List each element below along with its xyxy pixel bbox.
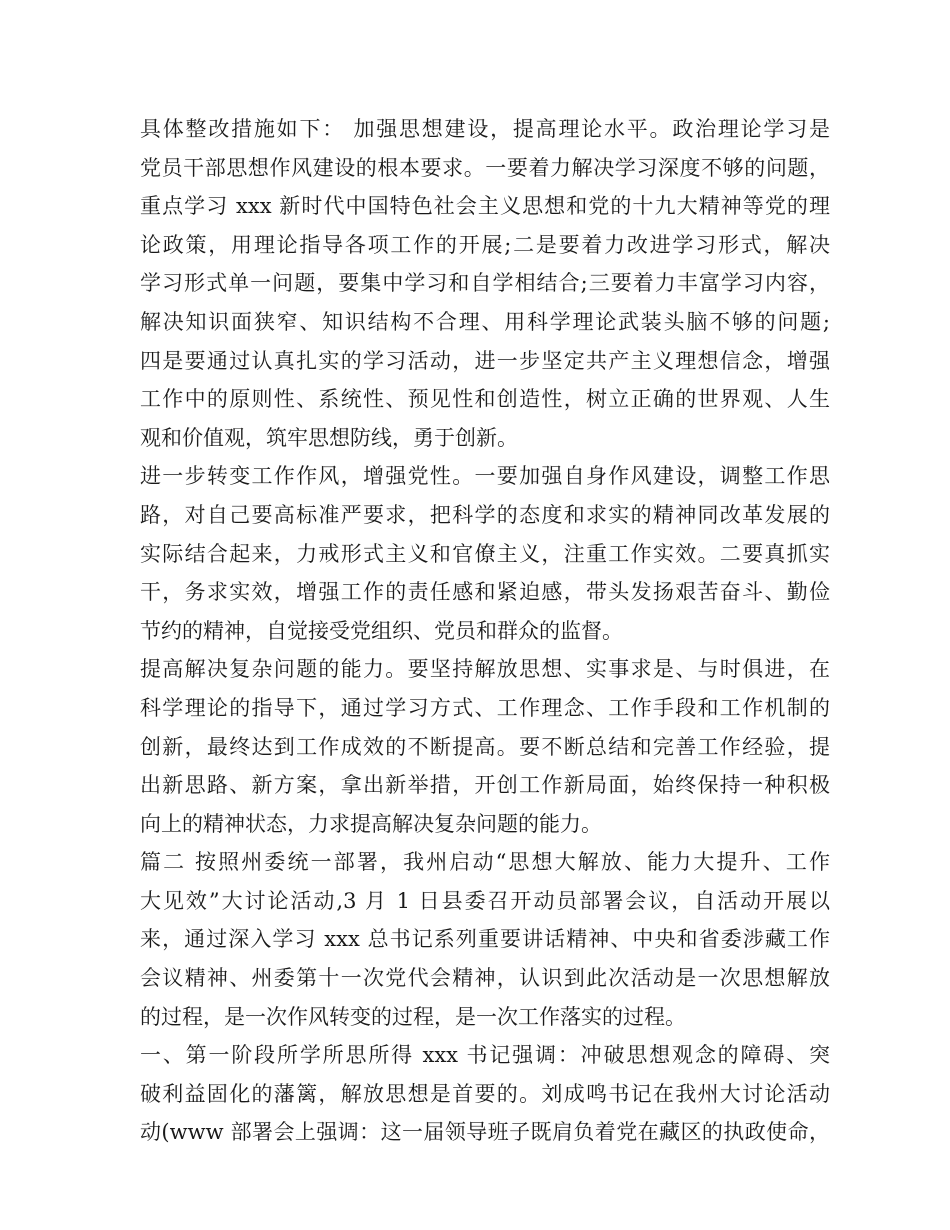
text-line: 路，对自己要高标准严要求，把科学的态度和求实的精神同改革发展的 xyxy=(140,502,830,527)
text-line: 创新，最终达到工作成效的不断提高。要不断总结和完善工作经验，提 xyxy=(140,734,830,759)
text-line: 向上的精神状态，力求提高解决复杂问题的能力。 xyxy=(140,811,602,836)
text-line: 的过程，是一次作风转变的过程，是一次工作落实的过程。 xyxy=(140,1004,686,1029)
text-line: 出新思路、新方案，拿出新举措，开创工作新局面，始终保持一种积极 xyxy=(140,773,830,798)
text-line: 观和价值观，筑牢思想防线，勇于创新。 xyxy=(140,425,518,450)
text-line: 四是要通过认真扎实的学习活动，进一步坚定共产主义理想信念，增强 xyxy=(140,348,830,373)
text-line: 工作中的原则性、系统性、预见性和创造性，树立正确的世界观、人生 xyxy=(140,387,830,412)
text-line: 破利益固化的藩篱，解放思想是首要的。刘成鸣书记在我州大讨论活动 xyxy=(140,1081,830,1106)
text-line: 动(www 部署会上强调：这一届领导班子既肩负着党在藏区的执政使命， xyxy=(140,1120,830,1145)
text-line: 节约的精神，自觉接受党组织、党员和群众的监督。 xyxy=(140,618,623,643)
document-body xyxy=(140,110,830,1152)
text-line: 篇二 按照州委统一部署，我州启动“思想大解放、能力大提升、工作 xyxy=(140,850,830,875)
text-line: 学习形式单一问题，要集中学习和自学相结合;三要着力丰富学习内容， xyxy=(140,271,830,296)
text-line: 会议精神、州委第十一次党代会精神，认识到此次活动是一次思想解放 xyxy=(140,966,830,991)
text-line: 干，务求实效，增强工作的责任感和紧迫感，带头发扬艰苦奋斗、勤俭 xyxy=(140,580,830,605)
text-line: 论政策，用理论指导各项工作的开展;二是要着力改进学习形式，解决 xyxy=(140,232,830,257)
text-line: 具体整改措施如下： 加强思想建设，提高理论水平。政治理论学习是 xyxy=(140,117,830,141)
text-line: 来，通过深入学习 xxx 总书记系列重要讲话精神、中央和省委涉藏工作 xyxy=(140,927,830,952)
text-line: 大见效”大讨论活动,3 月 1 日县委召开动员部署会议，自活动开展以 xyxy=(140,888,830,913)
text-line: 一、第一阶段所学所思所得 xxx 书记强调：冲破思想观念的障碍、突 xyxy=(140,1043,830,1068)
text-line: 科学理论的指导下，通过学习方式、工作理念、工作手段和工作机制的 xyxy=(140,695,830,720)
text-line: 重点学习 xxx 新时代中国特色社会主义思想和党的十九大精神等党的理 xyxy=(140,194,830,219)
text-line: 解决知识面狭窄、知识结构不合理、用科学理论武装头脑不够的问题; xyxy=(140,309,830,334)
text-line: 进一步转变工作作风，增强党性。一要加强自身作风建设，调整工作思 xyxy=(140,464,830,489)
text-line: 党员干部思想作风建设的根本要求。一要着力解决学习深度不够的问题， xyxy=(140,155,830,180)
text-line: 实际结合起来，力戒形式主义和官僚主义，注重工作实效。二要真抓实 xyxy=(140,541,830,566)
text-line: 提高解决复杂问题的能力。要坚持解放思想、实事求是、与时俱进，在 xyxy=(140,657,830,682)
